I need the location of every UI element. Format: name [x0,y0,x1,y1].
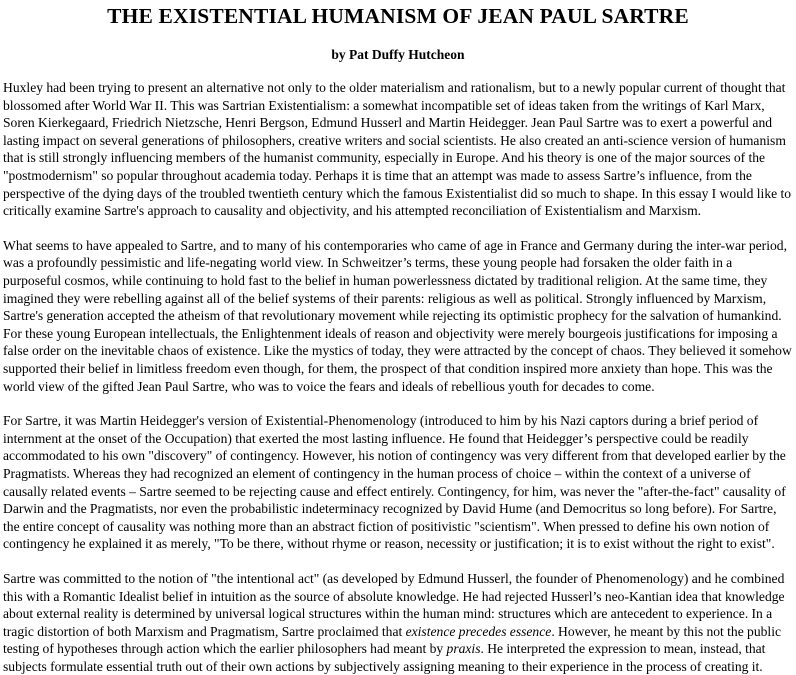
emphasized-term-3: praxis [446,641,481,657]
text-run-0: Sartre was committed to the notion of "the intentional act" (as developed by Edmund Husserl, the founder of Phenomenology) and he combined this with a Romantic Idealist belief in intuition as the source of absolute knowledge. He had rejected Husserl’s neo-Kantian idea that knowledge about external reality is determined by universal logical structures within the human mind: structures which are antecedent to experience. In a tragic distortion of both Marxism and Pragmatism, Sartre proclaimed that [3,570,785,639]
page-title: THE EXISTENTIAL HUMANISM OF JEAN PAUL SARTRE [107,4,689,28]
body-paragraph-3: For Sartre, it was Martin Heidegger's version of Existential-Phenomenology (introduced to him by his Nazi captors during a brief period of internment at the onset of the Occupation) that exerted the most lasting influence. He found that Heidegger’s perspective could be readily accommodated to his own "discovery" of contingency. However, his notion of contingency was very different from that developed earlier by the Pragmatists. Whereas they had recognized an element of contingency in the human process of choice – within the context of a universe of causally related events – Sartre seemed to be rejecting cause and effect entirely. Contingency, for him, was never the "after-the-fact" causality of Darwin and the Pragmatists, nor even the probabilistic indeterminacy recognized by David Hume (and Democritus so long before). For Sartre, the entire concept of causality was nothing more than an abstract fiction of positivistic "scientism". When pressed to define his own notion of contingency he explained it as merely, "To be there, without rhyme or reason, necessity or justification; it is to exist without the right to exist". [3,413,786,552]
document-page [0,3,796,674]
body-paragraph-2: What seems to have appealed to Sartre, and to many of his contemporaries who came of age in France and Germany during the inter-war period, was a profoundly pessimistic and life-negating world view. In Schweitzer’s terms, these young people had forsaken the older faith in a purposeful cosmos, while continuing to hold fast to the belief in human powerlessness dictated by traditional religion. At the same time, they imagined they were rebelling against all of the belief systems of their parents: religious as well as political. Strongly influenced by Marxism, Sartre's generation accepted the atheism of that revolutionary movement while rejecting its optimistic prophecy for the salvation of humankind. For these young European intellectuals, the Enlightenment ideals of reason and objectivity were merely bourgeois justifications for imposing a false order on the inevitable chaos of existence. Like the mystics of today, they were attracted by the concept of chaos. They believed it somehow supported their belief in limitless freedom even though, for them, the prospect of that condition inspired more anxiety than hope. This was the world view of the gifted Jean Paul Sartre, who was to voice the fears and ideals of rebellious youth for decades to come. [3,237,792,394]
body-paragraph-1: Huxley had been trying to present an alternative not only to the older materialism and rationalism, but to a newly popular current of thought that blossomed after World War II. This was Sartrian Existentialism: a somewhat incompatible set of ideas taken from the writings of Karl Marx, Soren Kierkegaard, Friedrich Nietzsche, Henri Bergson, Edmund Husserl and Martin Heidegger. Jean Paul Sartre was to exert a powerful and lasting impact on several generations of philosophers, creative writers and social scientists. He also created an anti-science version of humanism that is still strongly influencing members of the humanist community, especially in Europe. And his theory is one of the major sources of the "postmodernism" so popular throughout academia today. Perhaps it is time that an attempt was made to assess Sartre’s influence, from the perspective of the dying days of the troubled twentieth century which the famous Existentialist did so much to shape. In this essay I would like to critically examine Sartre's approach to causality and objectivity, and his attempted reconciliation of Existentialism and Marxism. [3,80,792,219]
emphasized-term-1: existence precedes essence [405,623,552,639]
text-run-2: . However, he meant by this not the public testing of hypotheses through action which the earlier philosophers had meant by [3,623,782,657]
text-run-4: . He interpreted the expression to mean, instead, that subjects formulate essential truth out of their own actions by subjectively assigning meaning to their experience in the process of creating it. [3,641,766,674]
author-byline: by Pat Duffy Hutcheon [331,46,465,62]
document-body [3,79,793,675]
body-paragraph-4 [3,570,793,675]
